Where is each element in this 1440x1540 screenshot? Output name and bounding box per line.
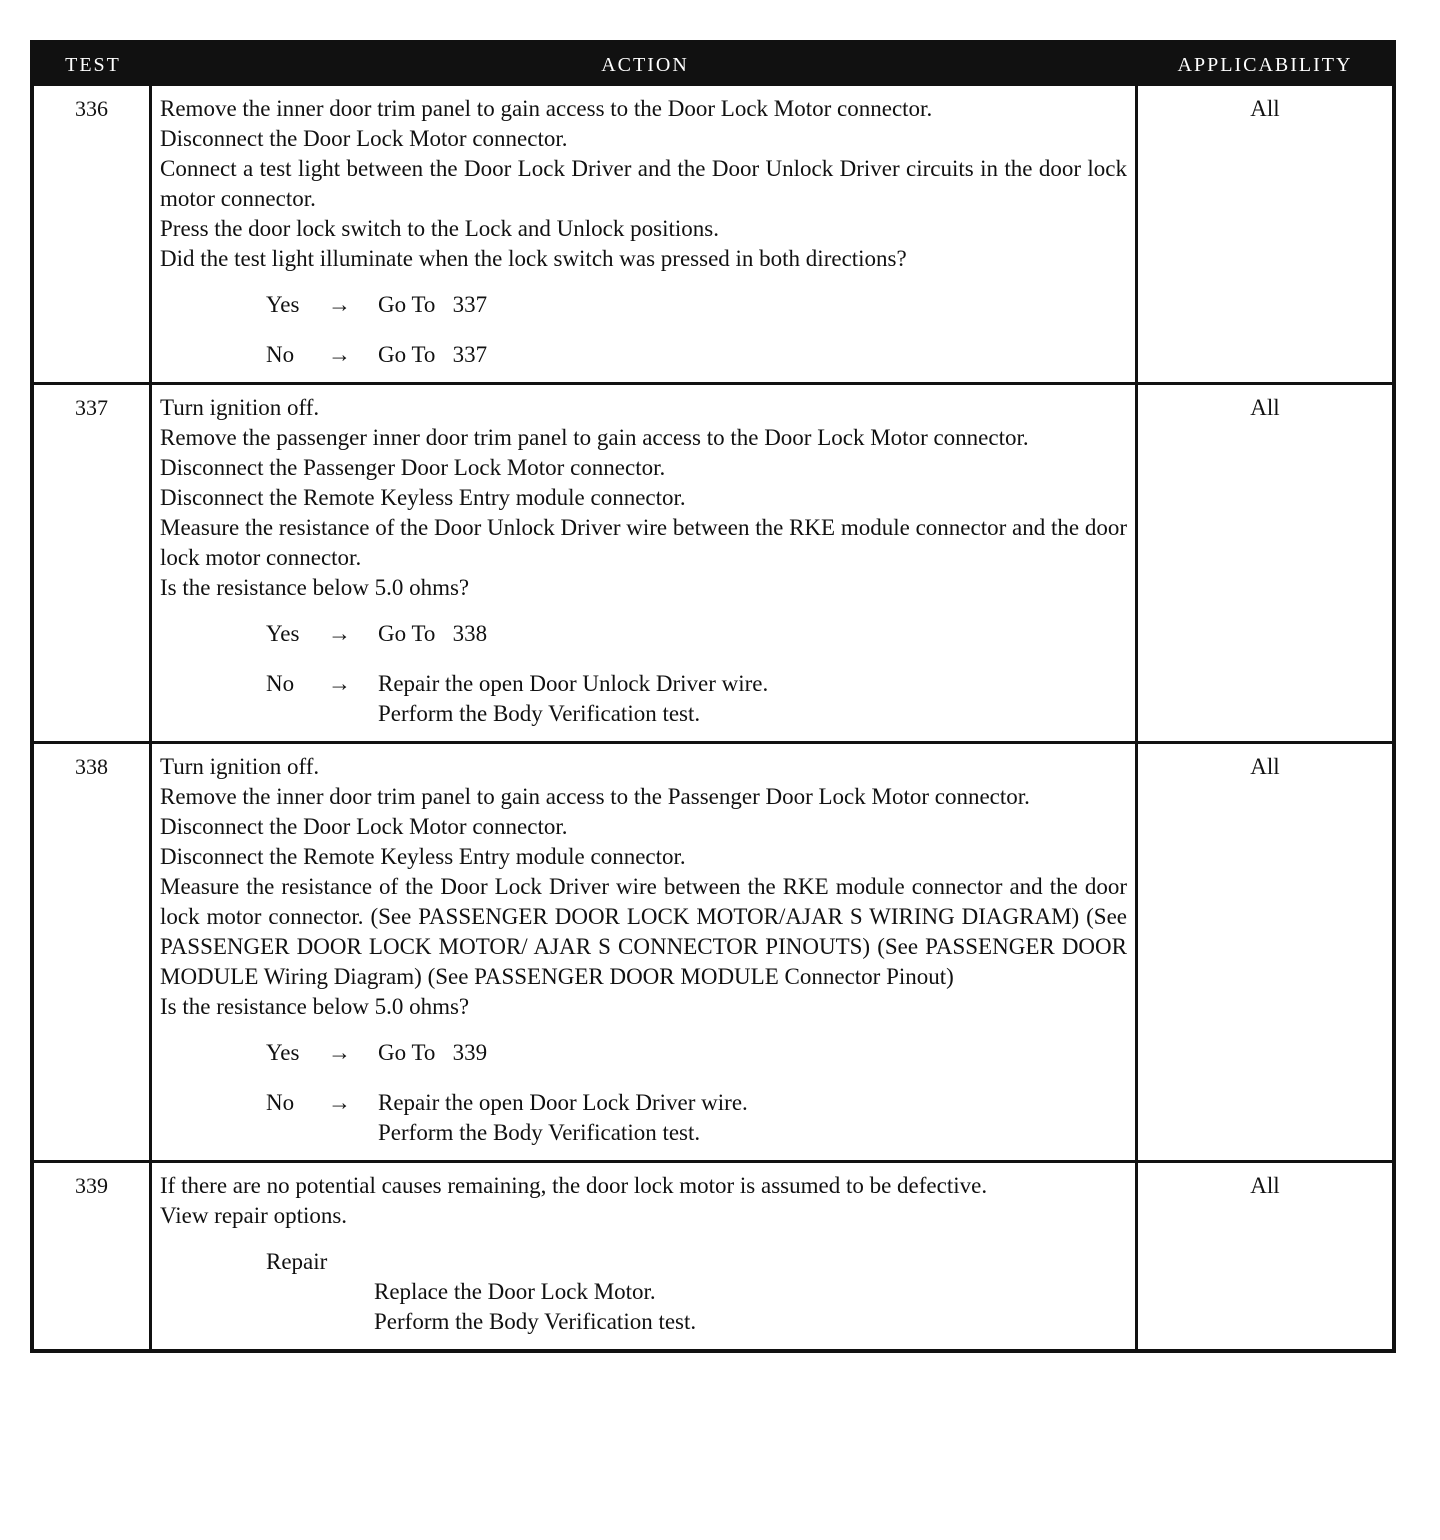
action-step: View repair options.: [160, 1203, 348, 1228]
action-step: Measure the resistance of the Door Unlock Driver wire between the RKE module connector and the door lock motor connector.: [160, 515, 1127, 570]
action-step: Disconnect the Remote Keyless Entry module connector.: [160, 844, 686, 869]
repair-options: [160, 1247, 1127, 1337]
outcomes: [160, 1038, 1127, 1148]
repair-step: Perform the Body Verification test.: [374, 1309, 697, 1334]
test-number: 338: [34, 744, 152, 1160]
action-step: Is the resistance below 5.0 ohms?: [160, 994, 470, 1019]
outcome-no: [266, 669, 1127, 729]
outcome-text: [378, 340, 1127, 370]
action-step: Turn ignition off.: [160, 754, 320, 779]
outcomes: [160, 290, 1127, 370]
outcome-text-line: Perform the Body Verification test.: [378, 1120, 701, 1145]
outcome-label: Yes: [266, 621, 300, 646]
action-cell: [152, 86, 1138, 382]
outcome-text-line: Go To 337: [378, 342, 488, 367]
action-cell: [152, 744, 1138, 1160]
outcome-text-line: Perform the Body Verification test.: [378, 701, 701, 726]
test-number: 339: [34, 1163, 152, 1349]
action-step: Did the test light illuminate when the lock switch was pressed in both directions?: [160, 246, 907, 271]
table-row: [34, 741, 1392, 1160]
table-row: [34, 382, 1392, 741]
action-step: Disconnect the Door Lock Motor connector.: [160, 814, 568, 839]
arrow-right-icon: →: [328, 621, 351, 646]
outcome-yes: [266, 619, 1127, 649]
action-step: Measure the resistance of the Door Lock Driver wire between the RKE module connector and the door lock motor connector. (See PASSENGER DOOR LOCK MOTOR/AJAR S WIRING DIAGRAM) (See PASSENGER DOOR LOCK MOTOR/ AJAR S CONNECTOR PINOUTS) (See PASSENGER DOOR MODULE Wiring Diagram) (See PASSENGER DOOR MODULE Connector Pinout): [160, 874, 1127, 989]
outcome-yes: [266, 290, 1127, 320]
arrow-right-icon: →: [328, 671, 351, 696]
action-step: Disconnect the Door Lock Motor connector.: [160, 126, 568, 151]
header-applicability: APPLICABILITY: [1177, 53, 1353, 76]
action-step: Disconnect the Passenger Door Lock Motor connector.: [160, 455, 666, 480]
outcome-no: [266, 340, 1127, 370]
outcome-text-line: Repair the open Door Lock Driver wire.: [378, 1090, 748, 1115]
action-step: Connect a test light between the Door Lock Driver and the Door Unlock Driver circuits in the door lock motor connector.: [160, 156, 1127, 211]
action-step: Remove the inner door trim panel to gain access to the Door Lock Motor connector.: [160, 96, 933, 121]
action-step: Remove the inner door trim panel to gain access to the Passenger Door Lock Motor connector.: [160, 784, 1030, 809]
repair-step: Replace the Door Lock Motor.: [374, 1279, 656, 1304]
test-number: 337: [34, 385, 152, 741]
outcome-text: [378, 619, 1127, 649]
applicability-value: All: [1250, 96, 1280, 121]
outcome-label: No: [266, 1090, 295, 1115]
action-step: Turn ignition off.: [160, 395, 320, 420]
table-row: [34, 86, 1392, 382]
action-cell: [152, 385, 1138, 741]
outcome-text-line: Go To 337: [378, 292, 488, 317]
outcome-yes: [266, 1038, 1127, 1068]
action-step: Disconnect the Remote Keyless Entry module connector.: [160, 485, 686, 510]
action-step: Is the resistance below 5.0 ohms?: [160, 575, 470, 600]
arrow-right-icon: →: [328, 292, 351, 317]
arrow-right-icon: →: [328, 342, 351, 367]
outcome-text-line: Go To 338: [378, 621, 488, 646]
outcome-label: No: [266, 671, 295, 696]
outcome-text: [378, 1038, 1127, 1068]
outcomes: [160, 619, 1127, 729]
table-header: [34, 44, 1392, 86]
action-step: If there are no potential causes remaining, the door lock motor is assumed to be defective.: [160, 1173, 988, 1198]
outcome-text: [378, 1088, 1127, 1148]
outcome-no: [266, 1088, 1127, 1148]
diagnostic-test-table: [30, 40, 1396, 1353]
table-row: [34, 1160, 1392, 1349]
action-step: Press the door lock switch to the Lock and Unlock positions.: [160, 216, 719, 241]
outcome-label: No: [266, 342, 295, 367]
arrow-right-icon: →: [328, 1090, 351, 1115]
outcome-label: Yes: [266, 292, 300, 317]
outcome-text-line: Go To 339: [378, 1040, 488, 1065]
outcome-text: [378, 290, 1127, 320]
applicability-value: All: [1250, 754, 1280, 779]
applicability-value: All: [1250, 395, 1280, 420]
applicability-value: All: [1250, 1173, 1280, 1198]
outcome-text-line: Repair the open Door Unlock Driver wire.: [378, 671, 769, 696]
arrow-right-icon: →: [328, 1040, 351, 1065]
header-test: TEST: [65, 53, 121, 76]
test-number: 336: [34, 86, 152, 382]
action-cell: [152, 1163, 1138, 1349]
repair-label: Repair: [266, 1249, 328, 1274]
table-body: [34, 86, 1392, 1349]
header-action: ACTION: [601, 53, 689, 76]
action-step: Remove the passenger inner door trim panel to gain access to the Door Lock Motor connector.: [160, 425, 1029, 450]
outcome-text: [378, 669, 1127, 729]
outcome-label: Yes: [266, 1040, 300, 1065]
